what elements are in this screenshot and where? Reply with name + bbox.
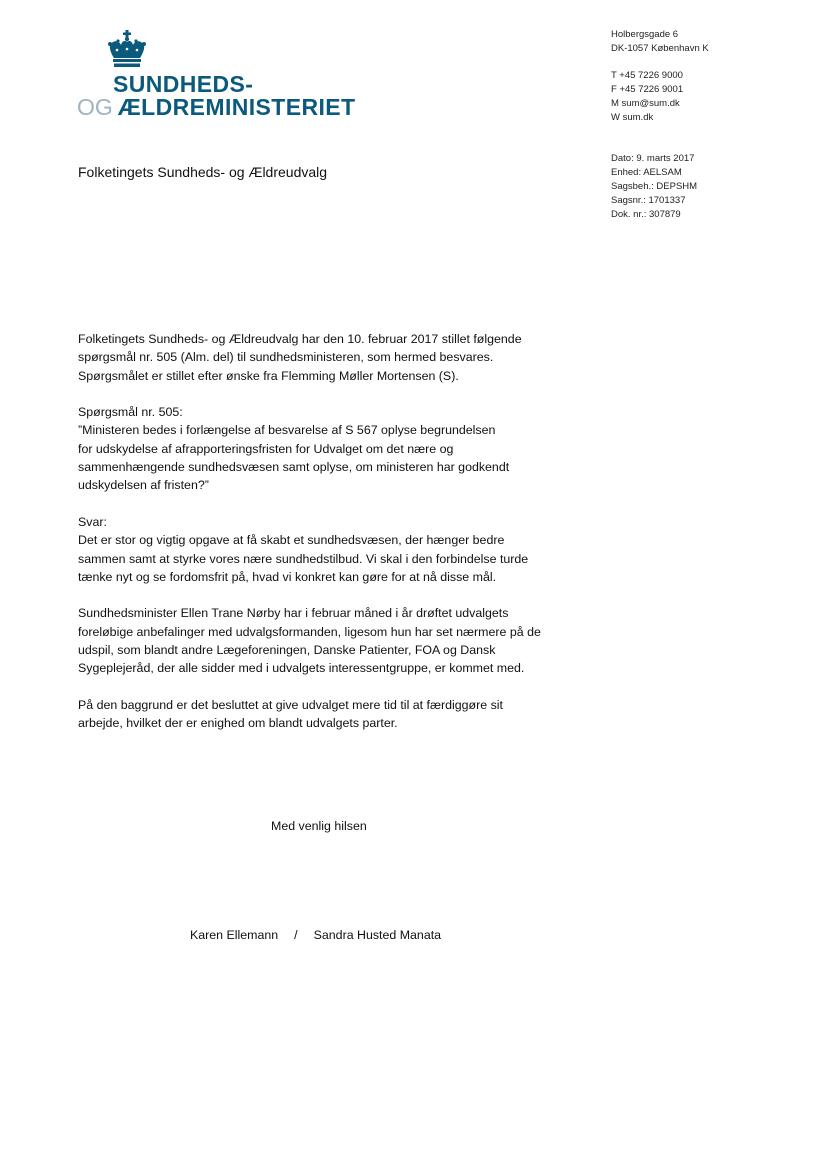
meta-date: Dato: 9. marts 2017 bbox=[611, 153, 695, 164]
text-line: Sundhedsminister Ellen Trane Nørby har i februar måned i år drøftet udvalgets bbox=[78, 606, 509, 621]
address-street: Holbergsgade 6 bbox=[611, 29, 679, 40]
signatory-2: Sandra Husted Manata bbox=[313, 928, 442, 942]
logo-text-line2 bbox=[77, 94, 355, 120]
crown-icon bbox=[107, 30, 147, 68]
document-meta bbox=[611, 152, 697, 222]
ministry-logo bbox=[77, 30, 367, 122]
address-mail: M sum@sum.dk bbox=[611, 98, 680, 109]
sender-address bbox=[611, 28, 709, 125]
text-line: foreløbige anbefalinger med udvalgsformanden, ligesom hun har set nærmere på de bbox=[78, 624, 541, 639]
logo-text-line1: SUNDHEDS- bbox=[113, 71, 254, 97]
text-line: for udskydelse af afrapporteringsfristen for Udvalget om det nære og bbox=[78, 441, 454, 456]
address-city: DK-1057 København K bbox=[611, 43, 709, 54]
text-line: sammenhængende sundhedsvæsen samt oplyse, om ministeren har godkendt bbox=[78, 460, 510, 475]
text-line: udskydelsen af fristen?” bbox=[78, 478, 209, 493]
text-line: sammen samt at styrke vores nære sundhedstilbud. Vi skal i den forbindelse turde bbox=[78, 551, 529, 566]
answer-paragraph-2 bbox=[78, 604, 578, 677]
answer-paragraph-1 bbox=[78, 513, 578, 586]
letter-body bbox=[78, 330, 578, 733]
signatory-1: Karen Ellemann bbox=[190, 928, 279, 942]
meta-case-number: Sagsnr.: 1701337 bbox=[611, 195, 686, 206]
answer-paragraph-3 bbox=[78, 696, 578, 733]
address-web: W sum.dk bbox=[611, 112, 654, 123]
intro-paragraph bbox=[78, 330, 578, 385]
text-line: spørgsmål nr. 505 (Alm. del) til sundhedsministeren, som hermed besvares. bbox=[78, 350, 494, 365]
closing-greeting: Med venlig hilsen bbox=[271, 819, 367, 833]
text-line: Folketingets Sundheds- og Ældreudvalg har den 10. februar 2017 stillet følgende bbox=[78, 332, 522, 346]
text-line: ”Ministeren bedes i forlængelse af besvarelse af S 567 oplyse begrundelsen bbox=[78, 423, 496, 438]
answer-label: Svar: bbox=[78, 514, 107, 529]
meta-handler: Sagsbeh.: DEPSHM bbox=[611, 181, 698, 192]
text-line: tænke nyt og se fordomsfrit på, hvad vi konkret kan gøre for at nå disse mål. bbox=[78, 569, 497, 584]
logo-text-prefix: OG bbox=[77, 94, 113, 120]
text-line: På den baggrund er det besluttet at give udvalget mere tid til at færdiggøre sit bbox=[78, 697, 503, 712]
signature-separator: / bbox=[294, 928, 298, 942]
text-line: udspil, som blandt andre Lægeforeningen, Danske Patienter, FOA og Dansk bbox=[78, 643, 496, 658]
text-line: Spørgsmålet er stillet efter ønske fra Flemming Møller Mortensen (S). bbox=[78, 368, 459, 383]
question-paragraph bbox=[78, 403, 578, 494]
signature bbox=[190, 928, 441, 942]
meta-document-number: Dok. nr.: 307879 bbox=[611, 209, 681, 220]
meta-unit: Enhed: AELSAM bbox=[611, 167, 682, 178]
text-line: arbejde, hvilket der er enighed om blandt udvalgets parter. bbox=[78, 716, 398, 731]
question-label: Spørgsmål nr. 505: bbox=[78, 405, 183, 420]
recipient: Folketingets Sundheds- og Ældreudvalg bbox=[78, 164, 328, 180]
address-fax: F +45 7226 9001 bbox=[611, 84, 684, 95]
text-line: Sygeplejeråd, der alle sidder med i udvalgets interessentgruppe, er kommet med. bbox=[78, 661, 525, 676]
address-phone: T +45 7226 9000 bbox=[611, 70, 683, 81]
text-line: Det er stor og vigtig opgave at få skabt et sundhedsvæsen, der hænger bedre bbox=[78, 533, 505, 548]
logo-text-main: ÆLDREMINISTERIET bbox=[117, 94, 356, 120]
